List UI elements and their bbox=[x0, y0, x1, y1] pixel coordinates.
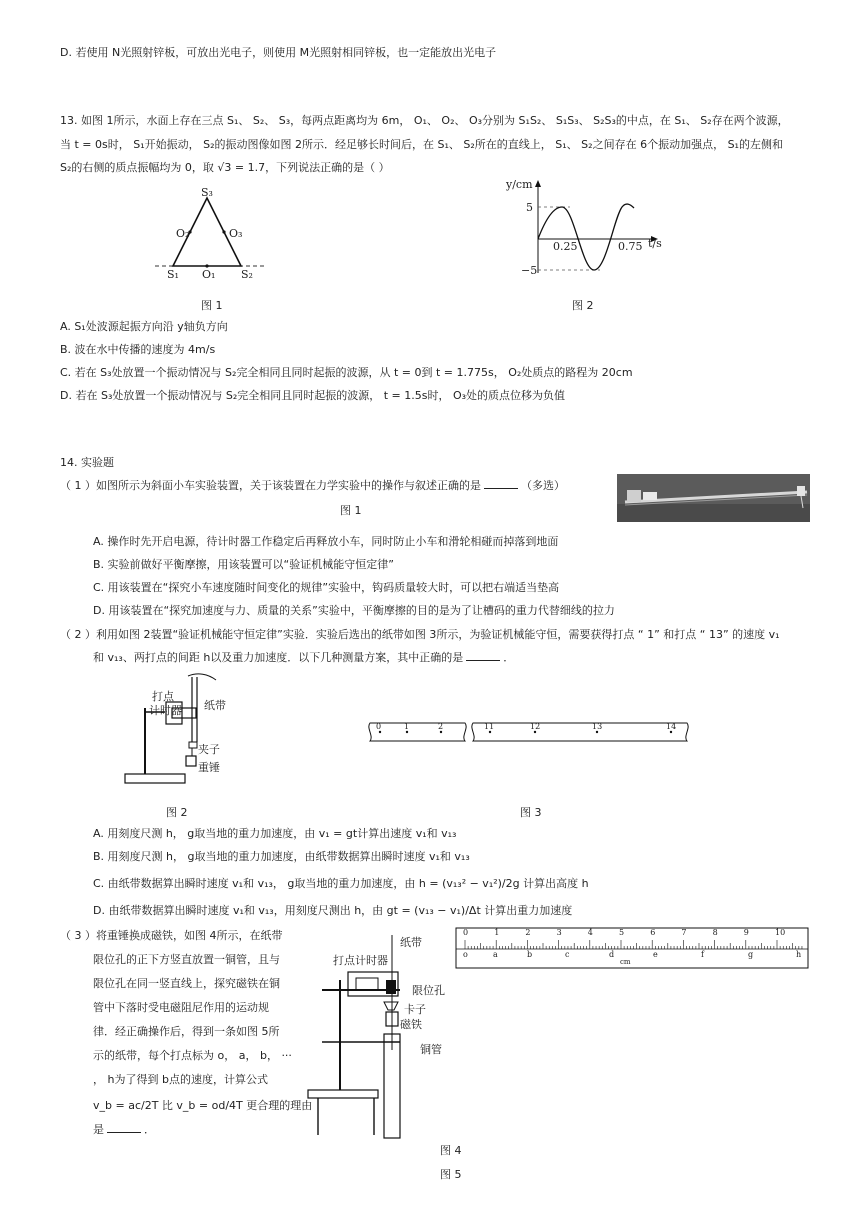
fig4-label-hole: 限位孔 bbox=[412, 984, 445, 997]
fig4-label-tape: 纸带 bbox=[400, 936, 422, 949]
q14-part1-option-c: C. 用该装置在“探究小车速度随时间变化的规律”实验中，钩码质量较大时，可以把右端适当垫高 bbox=[93, 581, 560, 594]
ruler-number: 4 bbox=[587, 928, 593, 937]
q14-part3-line9 bbox=[93, 1122, 155, 1138]
q14-part3-line2: 限位孔的正下方竖直放置一铜管，且与 bbox=[93, 953, 280, 966]
q14-fig5-caption: 图 5 bbox=[440, 1168, 462, 1181]
answer-blank[interactable] bbox=[466, 650, 500, 661]
tape-point-label: c bbox=[565, 950, 570, 959]
q14-part3-line9-text: 是 bbox=[93, 1123, 104, 1136]
answer-blank[interactable] bbox=[107, 1122, 141, 1133]
fig2-y-top: 5 bbox=[526, 201, 533, 214]
q13-fig2-caption: 图 2 bbox=[572, 299, 594, 312]
q14-part1-stem-text: （ 1 ）如图所示为斜面小车实验装置，关于该装置在力学实验中的操作与叙述正确的是 bbox=[60, 479, 481, 492]
ruler-number: 2 bbox=[525, 928, 531, 937]
fig2-label-timer2: 计时器 bbox=[149, 704, 182, 717]
q14-part1-option-a: A. 操作时先开启电源，待计时器工作稳定后再释放小车，同时防止小车和滑轮相碰而掉落到地面 bbox=[93, 535, 559, 548]
tape-point-label: f bbox=[701, 950, 704, 959]
q13-option-a: A. S₁处波源起振方向沿 y轴负方向 bbox=[60, 320, 228, 333]
fig1-label-o1: O₁ bbox=[202, 268, 216, 281]
ruler-number: 3 bbox=[556, 928, 562, 937]
q14-part3-line7: ， h为了得到 b点的速度，计算公式 bbox=[93, 1073, 268, 1086]
fig1-label-s1: S₁ bbox=[167, 268, 179, 281]
fig3-tick-1: 1 bbox=[404, 722, 410, 731]
fig4-label-clip: 卡子 bbox=[404, 1003, 426, 1016]
q13-stem-line2: 当 t = 0s时， S₁开始振动， S₂的振动图像如图 2所示．经足够长时间后，在 S₁、 S₂所在的直线上， S₁、 S₂之间存在 6个振动加强点， S₁的左侧和 bbox=[60, 138, 783, 151]
q14-part2-line1: （ 2 ）利用如图 2装置“验证机械能守恒定律”实验．实验后选出的纸带如图 3所示，为验证机械能守恒，需要获得打点 “ 1” 和打点 “ 13” 的速度 v₁ bbox=[60, 628, 780, 641]
ruler-number: 1 bbox=[494, 928, 500, 937]
q14-part2-option-c: C. 由纸带数据算出瞬时速度 v₁和 v₁₃， g取当地的重力加速度，由 h = (v₁₃² − v₁²)/2g 计算出高度 h bbox=[93, 877, 589, 890]
ruler-number: 7 bbox=[681, 928, 687, 937]
fig3-tick-2: 2 bbox=[438, 722, 444, 731]
q14-part1-option-b: B. 实验前做好平衡摩擦，用该装置可以“验证机械能守恒定律” bbox=[93, 558, 394, 571]
q14-part2-option-d: D. 由纸带数据算出瞬时速度 v₁和 v₁₃，用刻度尺测出 h，由 gt = (v₁₃ − v₁)/Δt 计算出重力加速度 bbox=[93, 904, 573, 917]
q13-stem-line3: S₂的右侧的质点振幅均为 0，取 √3 = 1.7，下列说法正确的是（ ） bbox=[60, 161, 390, 174]
fig4-label-timer: 打点计时器 bbox=[333, 954, 388, 967]
fig3-tick-0: 0 bbox=[376, 722, 382, 731]
fig4-label-pipe: 铜管 bbox=[420, 1043, 442, 1056]
fig4-label-magnet: 磁铁 bbox=[400, 1018, 422, 1031]
answer-blank[interactable] bbox=[484, 478, 518, 489]
ruler-number: 6 bbox=[650, 928, 656, 937]
fig2-t1: 0.25 bbox=[553, 240, 578, 253]
tape-point-label: d bbox=[609, 950, 615, 959]
q14-part1-suffix: （多选） bbox=[521, 479, 565, 492]
ruler-number: 8 bbox=[712, 928, 718, 937]
fig2-y-bottom: −5 bbox=[521, 264, 538, 277]
fig2-label-timer: 打点 bbox=[152, 690, 174, 703]
fig1-label-o2: O₂ bbox=[176, 227, 190, 240]
fig3-tick-12: 12 bbox=[530, 722, 541, 731]
fig2-xlabel: t/s bbox=[648, 237, 662, 250]
q14-part3-line4: 管中下落时受电磁阻尼作用的运动规 bbox=[93, 1001, 269, 1014]
fig1-label-s2: S₂ bbox=[241, 268, 253, 281]
q14-fig2-caption: 图 2 bbox=[166, 806, 188, 819]
fig1-label-s3: S₃ bbox=[201, 186, 213, 199]
ruler-number: 10 bbox=[775, 928, 786, 937]
q14-part3-line8: v_b = ac/2T 比 v_b = od/4T 更合理的理由 bbox=[93, 1099, 313, 1112]
q14-fig4-caption: 图 4 bbox=[440, 1144, 462, 1157]
ruler-number: 0 bbox=[463, 928, 469, 937]
q14-part2-option-b: B. 用刻度尺测 h， g取当地的重力加速度，由纸带数据算出瞬时速度 v₁和 v₁₃ bbox=[93, 850, 470, 863]
q14-part2-option-a: A. 用刻度尺测 h， g取当地的重力加速度，由 v₁ = gt计算出速度 v₁和 v₁₃ bbox=[93, 827, 457, 840]
q14-fig5-ruler bbox=[455, 927, 810, 969]
q14-fig3-caption: 图 3 bbox=[520, 806, 542, 819]
fig3-tick-14: 14 bbox=[666, 722, 677, 731]
tape-point-label: e bbox=[653, 950, 658, 959]
tape-point-label: o bbox=[463, 950, 468, 959]
fig2-label-clip: 夹子 bbox=[198, 743, 220, 756]
fig2-label-weight: 重锤 bbox=[198, 761, 220, 774]
q14-part1-stem bbox=[60, 478, 565, 494]
fig2-label-tape: 纸带 bbox=[204, 699, 226, 712]
ruler-number: 9 bbox=[743, 928, 749, 937]
fig5-ruler-unit: cm bbox=[620, 958, 631, 966]
q14-part3-end: ． bbox=[144, 1123, 155, 1136]
q13-option-c: C. 若在 S₃处放置一个振动情况与 S₂完全相同且同时起振的波源，从 t = 0到 t = 1.775s， O₂处质点的路程为 20cm bbox=[60, 366, 633, 379]
q13-option-d: D. 若在 S₃处放置一个振动情况与 S₂完全相同且同时起振的波源， t = 1.5s时， O₃处的质点位移为负值 bbox=[60, 389, 566, 402]
q12-option-d: D. 若使用 N光照射锌板，可放出光电子，则使用 M光照射相同锌板，也一定能放出光电子 bbox=[60, 46, 497, 59]
q13-fig1-caption: 图 1 bbox=[201, 299, 223, 312]
q14-part3-line1: （ 3 ）将重锤换成磁铁，如图 4所示，在纸带 bbox=[60, 929, 283, 942]
q13-option-b: B. 波在水中传播的速度为 4m/s bbox=[60, 343, 216, 356]
q14-part2-line2-end: ． bbox=[503, 651, 515, 664]
cart-apparatus-photo bbox=[617, 474, 810, 522]
q13-stem-line1: 13. 如图 1所示，水面上存在三点 S₁、 S₂、 S₃，每两点距离均为 6m， O₁、 O₂、 O₃分别为 S₁S₂、 S₁S₃、 S₂S₃的中点，在 S₁、 S₂存在两个波源， bbox=[60, 114, 789, 127]
q14-title: 14. 实验题 bbox=[60, 456, 114, 469]
fig2-t2: 0.75 bbox=[618, 240, 643, 253]
ruler-number: 5 bbox=[619, 928, 625, 937]
tape-point-label: g bbox=[748, 950, 754, 959]
fig1-label-o3: O₃ bbox=[229, 227, 243, 240]
q14-part3-line6: 示的纸带，每个打点标为 o， a， b， ··· bbox=[93, 1049, 292, 1062]
q14-part3-line5: 律．经正确操作后，得到一条如图 5所 bbox=[93, 1025, 280, 1038]
tape-point-label: a bbox=[493, 950, 498, 959]
tape-point-label: h bbox=[796, 950, 802, 959]
q14-part1-fig-caption: 图 1 bbox=[340, 504, 362, 517]
fig2-ylabel: y/cm bbox=[506, 178, 533, 191]
fig3-tick-13: 13 bbox=[592, 722, 603, 731]
q14-part3-line3: 限位孔在同一竖直线上，探究磁铁在铜 bbox=[93, 977, 280, 990]
fig3-tick-11: 11 bbox=[484, 722, 495, 731]
tape-point-label: b bbox=[527, 950, 533, 959]
q14-part2-line2-text: 和 v₁₃、两打点的间距 h以及重力加速度．以下几种测量方案，其中正确的是 bbox=[93, 651, 464, 664]
q14-part2-line2 bbox=[93, 650, 514, 666]
q14-part1-option-d: D. 用该装置在“探究加速度与力、质量的关系”实验中，平衡摩擦的目的是为了让槽码的重力代替细线的拉力 bbox=[93, 604, 615, 617]
